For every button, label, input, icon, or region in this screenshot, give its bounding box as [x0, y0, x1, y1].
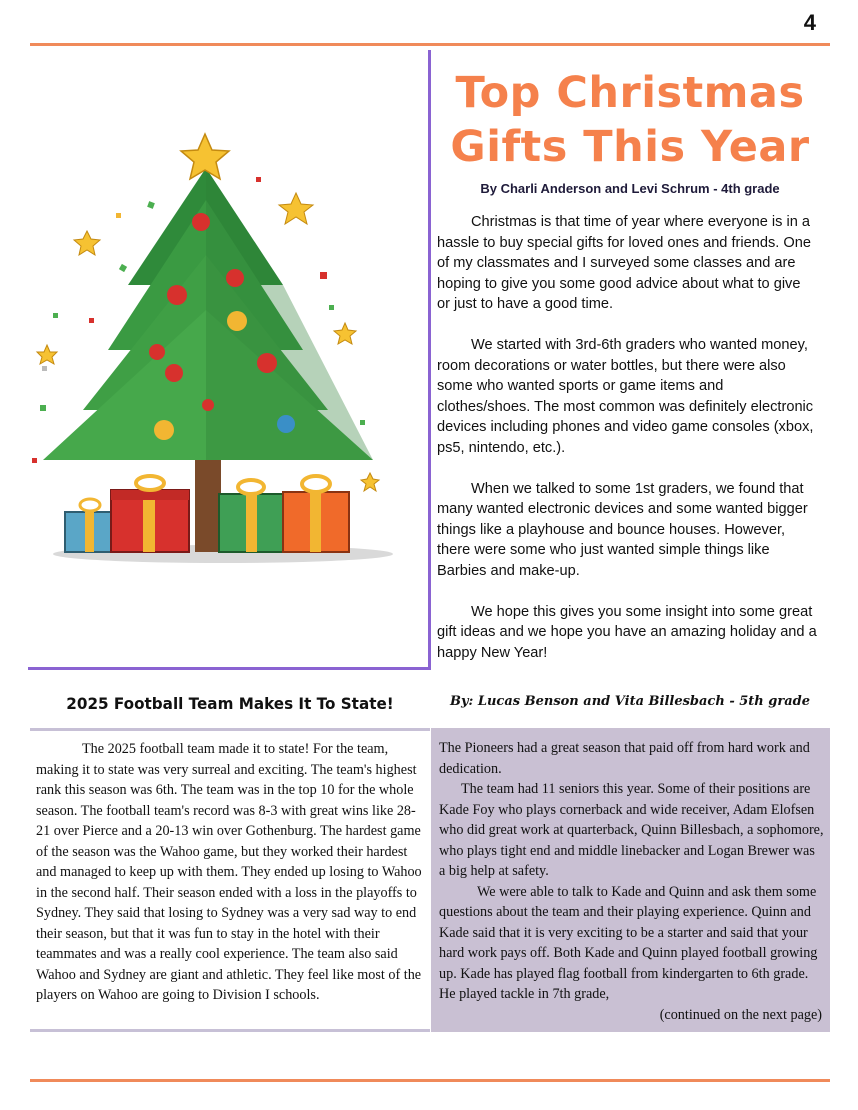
article-paragraph: We were able to talk to Kade and Quinn and ask them some questions about the team and their playing experience. Quinn and Kade said that it is very exciting to be a starter and said that your hard work pays off. Both Kade and Quinn played football growing up. Kade has played flag football from kindergarten to 6th grade. He played tackle in 7th grade, — [439, 883, 818, 1002]
article-body — [437, 212, 817, 684]
top-divider — [30, 43, 830, 46]
article-paragraph: When we talked to some 1st graders, we found that many wanted electronic devices and some wanted bigger things like a playhouse and bounce houses. However, there were some who just wanted simple things like Barbies and make-up. — [437, 480, 808, 579]
article-byline: By Charli Anderson and Levi Schrum - 4th grade — [480, 181, 780, 196]
christmas-tree-icon — [28, 50, 428, 667]
article-paragraph: The 2025 football team made it to state! For the team, making it to state was very surreal and exciting. The team's highest rank this season was 6th. The team was in the top 10 for the whole season. The football team's record was 8-3 with great wins like 28-21 over Pierce and a 20-13 win over Gothenburg. The hardest game of the season was the Wahoo game, but they worked their hardest and managed to keep up with them. They ended up losing to Wahoo in the second half. Their season ended with a loss in the playoffs to Sydney. They said that losing to Sydney was a very sad way to end their season, but that it was fun to stay in the hotel with their teammates and was a really cool experience. The team also said Wahoo and Sydney are giant and athletic. They feel like most of the players on Wahoo are going to Division I schools. — [36, 741, 422, 1003]
football-right-column — [431, 728, 830, 1032]
article-paragraph: The team had 11 seniors this year. Some of their positions are Kade Foy who plays cornerback and wide receiver, Adam Elofsen who did great work at quarterback, Quinn Billesbach, a sophomore, who plays tight end and middle linebacker and Logan Brewer was a big help at safety. — [439, 781, 824, 879]
article-paragraph: We hope this gives you some insight into some great gift ideas and we hope you have an amazing holiday and a happy New Year! — [437, 603, 817, 661]
christmas-tree-illustration-frame — [28, 50, 431, 670]
page-number: 4 — [803, 10, 816, 35]
football-left-column — [30, 728, 430, 1032]
bottom-divider — [30, 1079, 830, 1082]
article-paragraph: We started with 3rd-6th graders who wanted money, room decorations or water bottles, but there were also some who wanted sports or game items and clothes/shoes. The most common was definitely electronic devices including phones and video game consoles (xbox, ps5, nintendo, etc.). — [437, 337, 814, 456]
football-article-byline: By: Lucas Benson and Vita Billesbach - 5th grade — [449, 694, 811, 709]
article-headline: Top Christmas Gifts This Year — [450, 68, 810, 172]
article-paragraph: Christmas is that time of year where everyone is in a hassle to buy special gifts for loved ones and friends. One of my classmates and I surveyed some classes and are hoping to give you some good advice about what to give or just to have a good time. — [437, 214, 811, 312]
continued-note: (continued on the next page) — [659, 1006, 822, 1023]
article-paragraph: The Pioneers had a great season that paid off from hard work and dedication. — [439, 740, 810, 777]
football-article-title: 2025 Football Team Makes It To State! — [66, 694, 394, 713]
